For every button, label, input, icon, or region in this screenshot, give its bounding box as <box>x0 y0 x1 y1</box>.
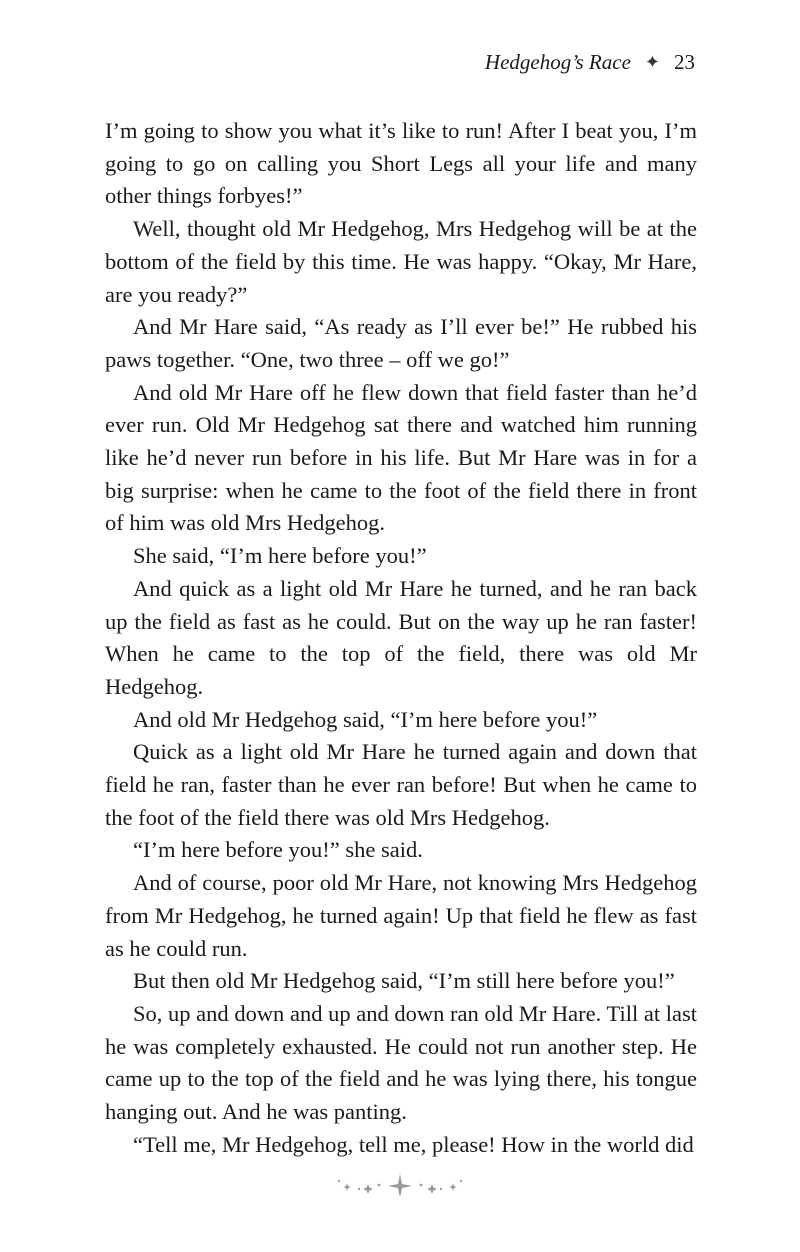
paragraph-3: And Mr Hare said, “As ready as I’ll ever be!” He rubbed his paws together. “One, two three – off we go!” <box>105 314 697 372</box>
paragraph-13: “Tell me, Mr Hedgehog, tell me, please! How in the world did <box>133 1131 694 1157</box>
footer-ornament <box>0 1172 800 1196</box>
paragraph-4: And old Mr Hare off he flew down that field faster than he’d ever run. Old Mr Hedgehog sat there and watched him running like he’d never run before in his life. But Mr Hare was in for a big surprise: when he came to the foot of the field there in front of him was old Mrs Hedgehog. <box>105 379 697 536</box>
paragraph-5: She said, “I’m here before you!” <box>133 543 427 569</box>
paragraph-12: So, up and down and up and down ran old Mr Hare. Till at last he was completely exhausted. He could not run another step. He came up to the top of the field and he was lying there, his tongue hanging out. And he was panting. <box>105 1000 697 1125</box>
sparkle-ornament-icon <box>335 1172 465 1196</box>
paragraph-2: Well, thought old Mr Hedgehog, Mrs Hedgehog will be at the bottom of the field by this time. He was happy. “Okay, Mr Hare, are you ready?” <box>105 216 697 307</box>
paragraph-9: “I’m here before you!” she said. <box>133 837 423 863</box>
paragraph-1: I’m going to show you what it’s like to run! After I beat you, I’m going to go on calling you Short Legs all your life and many other things forbyes!” <box>105 118 697 209</box>
running-header <box>485 50 695 75</box>
paragraph-6: And quick as a light old Mr Hare he turned, and he ran back up the field as fast as he could. But on the way up he ran faster! When he came to the top of the field, there was old Mr Hedgehog. <box>105 575 697 699</box>
page-number: 23 <box>674 50 695 74</box>
body-text <box>105 115 697 1162</box>
paragraph-11: But then old Mr Hedgehog said, “I’m still here before you!” <box>133 968 675 994</box>
paragraph-10: And of course, poor old Mr Hare, not knowing Mrs Hedgehog from Mr Hedgehog, he turned again! Up that field he flew as fast as he could run. <box>105 870 697 961</box>
star-separator-icon: ✦ <box>644 52 660 72</box>
paragraph-8: Quick as a light old Mr Hare he turned again and down that field he ran, faster than he ever ran before! But when he came to the foot of the field there was old Mrs Hedgehog. <box>105 739 697 830</box>
paragraph-7: And old Mr Hedgehog said, “I’m here before you!” <box>133 706 598 732</box>
running-title: Hedgehog’s Race <box>484 50 631 74</box>
